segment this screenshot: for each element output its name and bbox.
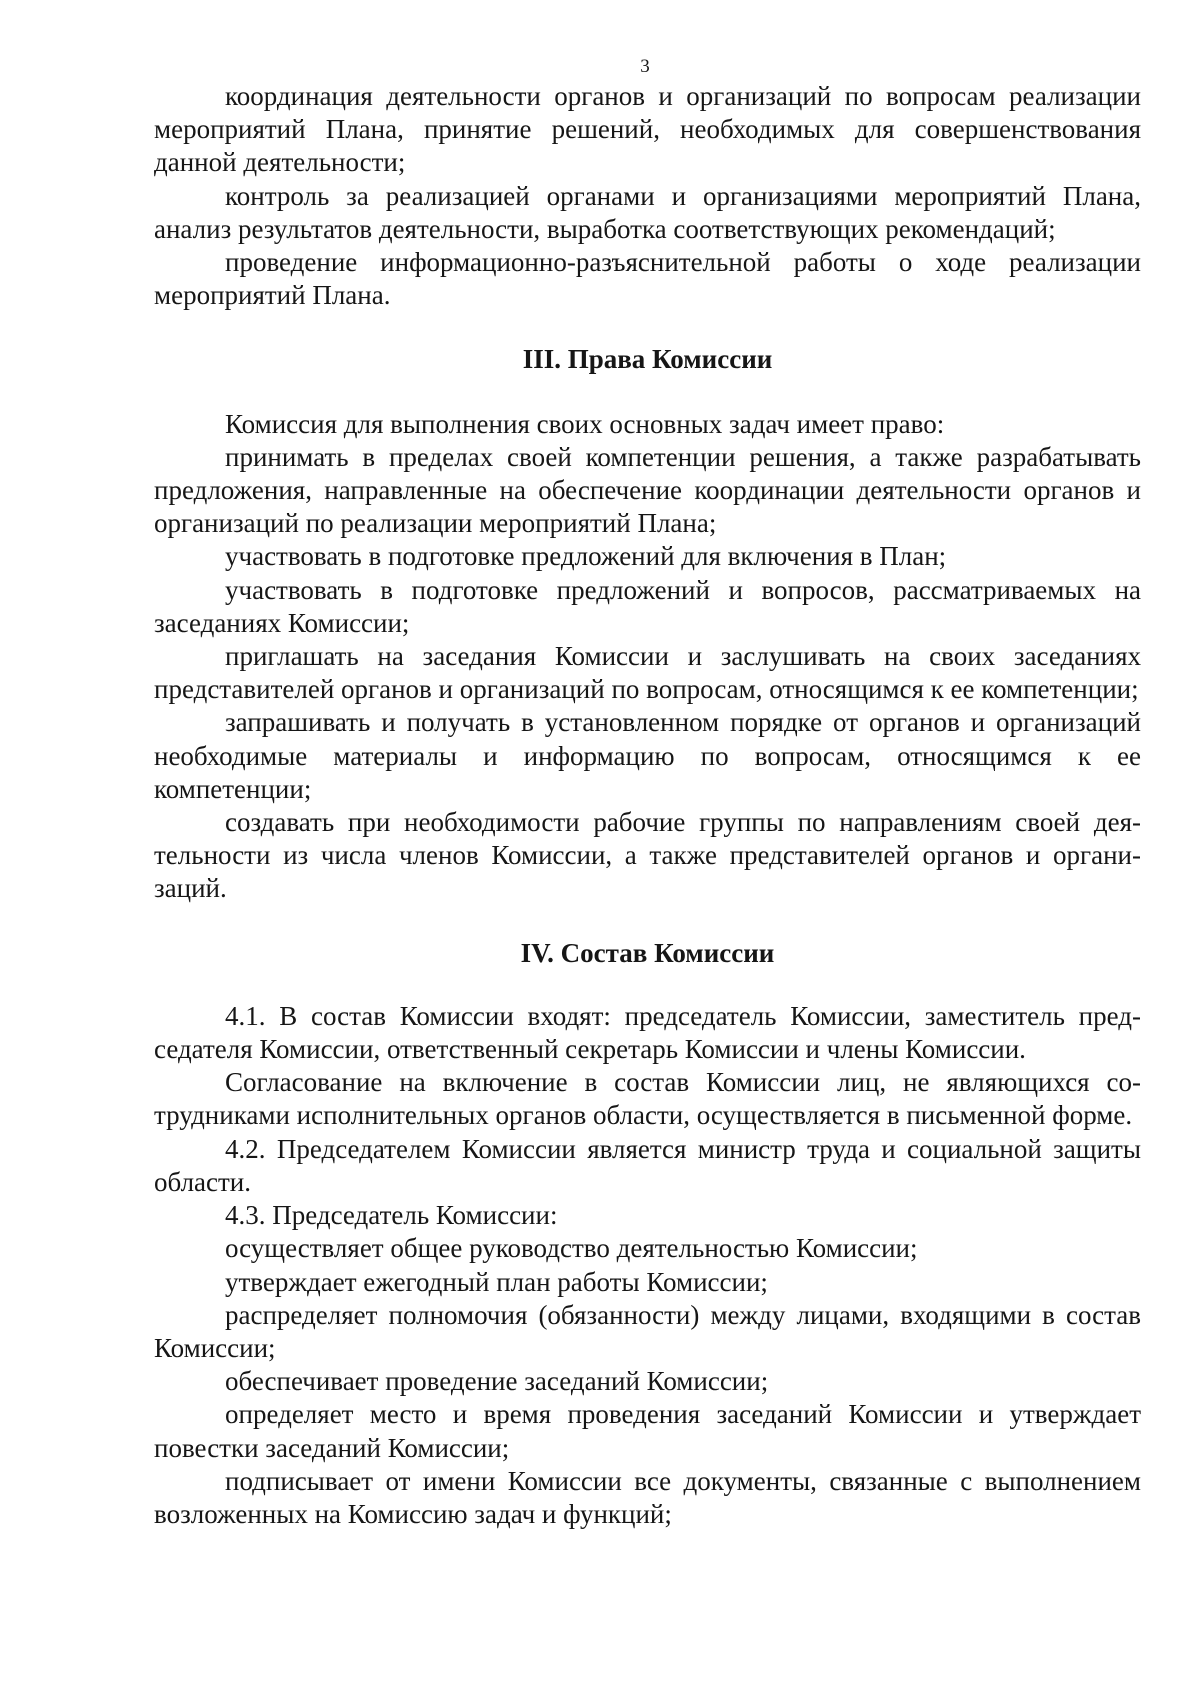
section-heading-rights: III. Права Комиссии [522, 344, 773, 375]
paragraph: приглашать на заседания Комиссии и заслушивать на своих заседаниях представителей органов и организаций по вопросам, относящимся к ее компетенции; [154, 641, 1141, 705]
paragraph: определяет место и время проведения заседаний Комиссии и утверждает повестки заседаний Комиссии; [154, 1399, 1141, 1463]
paragraph: осуществляет общее руководство деятельностью Комиссии; [225, 1233, 918, 1264]
paragraph: участвовать в подготовке предложений для включения в План; [225, 541, 947, 572]
paragraph: 4.2. Председателем Комиссии является министр труда и социальной защиты области. [154, 1133, 1141, 1197]
paragraph: участвовать в подготовке предложений и вопросов, рассматриваемых на заседаниях Комиссии; [154, 574, 1141, 638]
section-heading-composition: IV. Состав Комиссии [520, 937, 775, 968]
paragraph: Согласование на включение в состав Комиссии лиц, не являющихся сотрудниками исполнительных органов области, осуществляется в письменной форме. [154, 1067, 1141, 1131]
page-number: 3 [640, 56, 650, 77]
paragraph: утверждает ежегодный план работы Комиссии; [225, 1266, 768, 1297]
paragraph: подписывает от имени Комиссии все документы, связанные с выполнением возложенных на Комиссию задач и функций; [154, 1465, 1141, 1529]
paragraph: запрашивать и получать в установленном порядке от органов и организаций необходимые материалы и информацию по вопросам, относящимся к ее компетенции; [154, 707, 1141, 804]
paragraph: координация деятельности органов и организаций по вопросам реализации мероприятий Плана, принятие решений, необходимых для совершенствования данной деятельности; [154, 81, 1141, 178]
paragraph: распределяет полномочия (обязанности) между лицами, входящими в состав Комиссии; [154, 1299, 1141, 1363]
paragraph: контроль за реализацией органами и организациями мероприятий Плана, анализ результатов деятельности, выработка соответствующих рекомендаций; [154, 180, 1141, 244]
paragraph: 4.3. Председатель Комиссии: [225, 1200, 558, 1231]
document-body [154, 80, 1141, 1531]
paragraph: обеспечивает проведение заседаний Комиссии; [225, 1366, 769, 1397]
paragraph: принимать в пределах своей компетенции решения, а также разрабатывать предложения, направленные на обеспечение координации деятельности органов и организаций по реализации мероприятий Плана; [154, 441, 1141, 539]
paragraph: 4.1. В состав Комиссии входят: председатель Комиссии, заместитель председателя Комиссии, ответственный секретарь Комиссии и члены Комиссии. [154, 1000, 1141, 1065]
paragraph: проведение информационно-разъяснительной работы о ходе реализации мероприятий Плана. [154, 247, 1141, 311]
paragraph: Комиссия для выполнения своих основных задач имеет право: [225, 408, 945, 439]
paragraph: создавать при необходимости рабочие группы по направлениям своей деятельности из числа членов Комиссии, а также представителей органов и организаций. [154, 807, 1141, 904]
